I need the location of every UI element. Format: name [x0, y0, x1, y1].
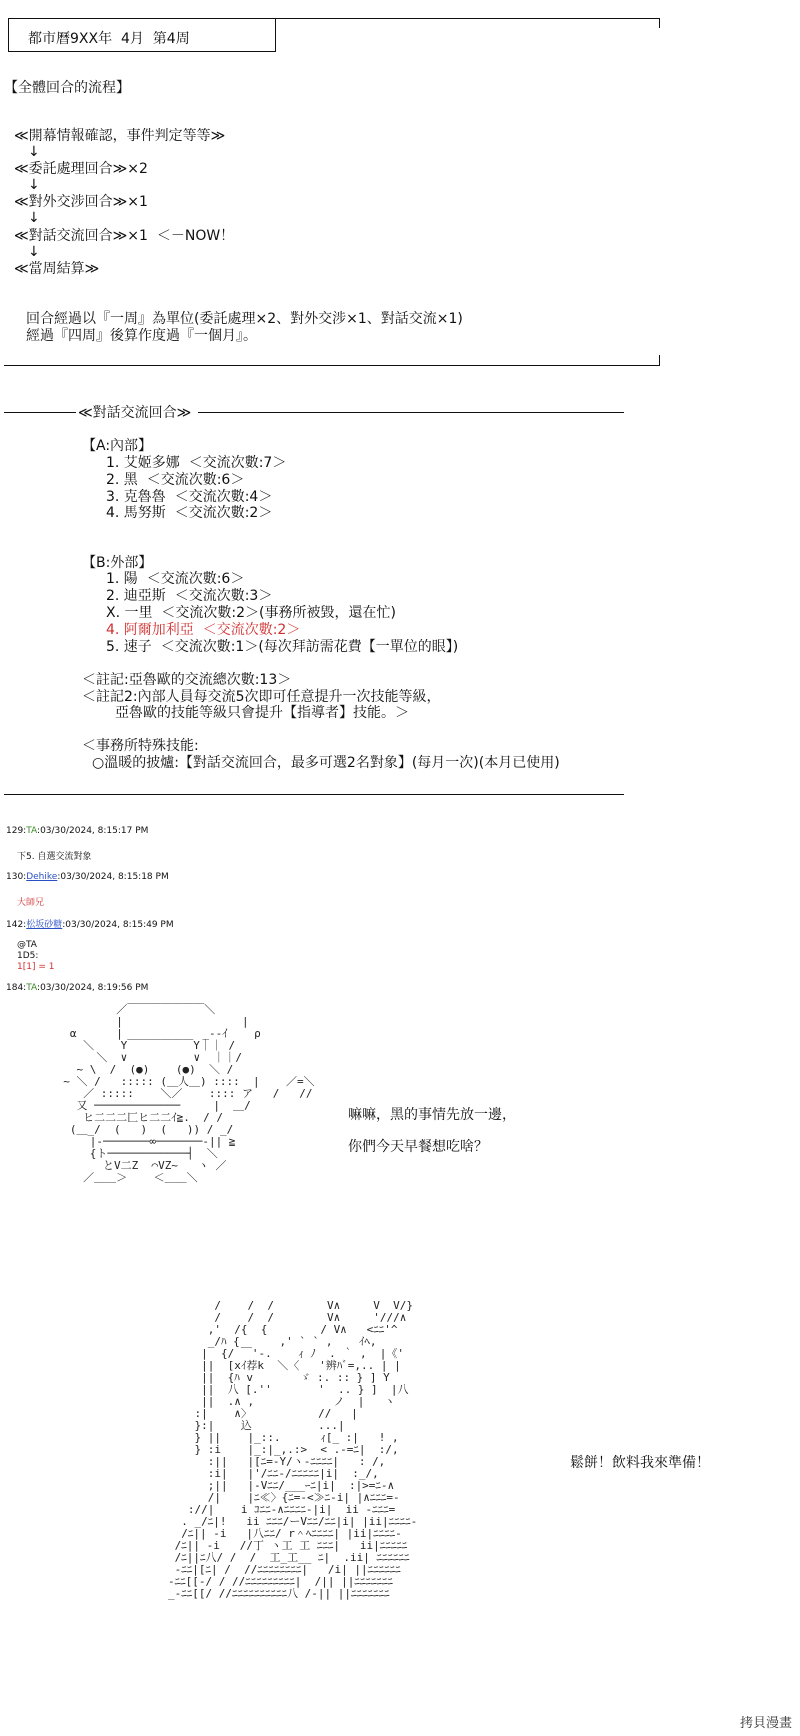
skill-line: ○溫暖的披爐:【對話交流回合，最多可選2名對象】(每月一次)(本月已使用) — [92, 755, 560, 771]
post-number: 129: — [6, 826, 27, 836]
group-b-item-highlight: 4. 阿爾加利亞 ＜交流次數:2＞ — [106, 622, 301, 638]
group-a-item: 2. 黑 ＜交流次數:6＞ — [106, 472, 245, 488]
post-body: 下5. 自選交流對象 — [17, 852, 92, 862]
post-time: :03/30/2024, 8:15:18 PM — [57, 872, 169, 882]
flow-arrow: ↓ — [28, 144, 40, 160]
flow-arrow: ↓ — [28, 244, 40, 260]
group-a-title: 【A:內部】 — [82, 438, 153, 454]
flow-title: 【全體回合的流程】 — [4, 80, 130, 96]
post-user-link[interactable]: Dehike — [26, 872, 58, 882]
post-time: :03/30/2024, 8:19:56 PM — [37, 983, 149, 993]
flow-arrow: ↓ — [28, 210, 40, 226]
group-a-item: 1. 艾姬多娜 ＜交流次數:7＞ — [106, 455, 287, 471]
post-user-link[interactable]: 松坂砂糖 — [26, 920, 63, 930]
group-b-item: 1. 陽 ＜交流次數:6＞ — [106, 571, 245, 587]
flow-step-current: ≪對話交流回合≫×1 ＜－NOW！ — [14, 228, 235, 244]
speech-line: 嘛嘛，黑的事情先放一邊， — [348, 1107, 516, 1123]
flow-step: ≪當周結算≫ — [14, 261, 100, 277]
flow-step: ≪對外交涉回合≫×1 — [14, 194, 148, 210]
flow-note: 經過『四周』後算作度過『一個月』。 — [26, 328, 257, 344]
post-user[interactable]: TA — [26, 983, 38, 993]
flow-step: ≪開幕情報確認，事件判定等等≫ — [14, 128, 226, 144]
post-header — [6, 826, 148, 836]
post-header — [6, 983, 148, 993]
group-b-item: X. 一里 ＜交流次數:2＞(事務所被毀，還在忙) — [106, 605, 396, 621]
note-total: ＜註記:亞魯歐的交流總次數:13＞ — [82, 672, 292, 688]
group-b-item: 2. 迪亞斯 ＜交流次數:3＞ — [106, 588, 273, 604]
post-header — [6, 917, 174, 930]
group-b-title: 【B:外部】 — [82, 555, 153, 571]
post-body: @TA — [17, 940, 37, 950]
dice-result: 1[1] = 1 — [17, 962, 55, 972]
group-b-item: 5. 速子 ＜交流次數:1＞(每次拜訪需花費【一單位的眼】) — [106, 639, 459, 655]
group-a-item: 4. 馬努斯 ＜交流次數:2＞ — [106, 505, 273, 521]
post-header — [6, 872, 169, 882]
post-user[interactable]: TA — [26, 826, 38, 836]
watermark: 拷貝漫畫 — [739, 1716, 792, 1731]
post-number: 142: — [6, 920, 27, 930]
group-a-item: 3. 克魯魯 ＜交流次數:4＞ — [106, 489, 273, 505]
note-skill: 亞魯歐的技能等級只會提升【指導者】技能。＞ — [115, 705, 409, 721]
post-time: :03/30/2024, 8:15:49 PM — [62, 920, 174, 930]
ascii-art-cat: ／￣￣￣￣￣￣￣＼ | | α | _-‐ｲ ρ ＼ Y￣￣￣￣￣￣Y｜｜ / ＼ ∨ ∨ ｜｜/ ~ \ / (●) (●) ＼ / ~ ＼ / ::::: (＿人＿) :::: | ／=＼ ／ ::::: ＼／ :::: ア / // 又 ───────────── | ＿/ ヒ二二二匚ヒ二二ｲ≧. / / (＿_/ ( ) ( )) / _/ |-───────∞───────-|| ≧ {ト────────────┤ ＼ とV二Z ⌒VZ~ ヽ ／ ／＿＿＞ ＜＿＿＼ — [63, 1003, 315, 1184]
post-body: 1D5: — [17, 951, 39, 961]
post-number: 184: — [6, 983, 27, 993]
speech-line: 鬆餅！飲料我來準備！ — [570, 1455, 710, 1471]
speech-line: 你們今天早餐想吃啥？ — [348, 1139, 488, 1155]
dialog-round-title: ≪對話交流回合≫ — [78, 405, 192, 421]
post-body: 大師兄 — [17, 898, 45, 908]
post-time: :03/30/2024, 8:15:17 PM — [37, 826, 149, 836]
note-skill: ＜註記2:內部人員每交流5次即可任意提升一次技能等級， — [82, 689, 441, 705]
post-number: 130: — [6, 872, 27, 882]
header-date: 都市曆9XX年 4月 第4周 — [28, 31, 190, 47]
ascii-art-tower: / / / V∧ V V/} / / / V∧ '///∧ ,' /{ { / V∧ <ﾆﾆ'^ _/ﾊ { ,' ` ` , ｲﾍ, | {/ ￣'-. ｨ ﾉ . ｀ , |《' || [xｲ荐k ＼〈 '辨ﾊﾞ=,.. | | || {ﾊ v ゞ :. :: } ] Y || 八 [.'' ' .. } ] |八 || .∧ , ノ | ヽ :| ∧〉 // | }:| 込 ...| } || |_::. ｨ[_ :| ! , } :i |_:|_,.:> < .-=ﾆ| :/, :|| |[ﾆ=-Y/ヽ-ﾆﾆﾆﾆ| : /, :i| |'/ﾆﾆ-/ﾆﾆﾆﾆﾆ|i| :_/, ;|| |-Vﾆﾆ/___ｰﾆ|i| :|>=ﾆ-∧ /| |ﾆ≪〉{ﾆ=-<≫ﾆ-i| |∧ﾆﾆﾆ=- ://| i ｺﾆﾆ-∧ﾆﾆﾆﾆ-|i| ii -ﾆﾆﾆ= . _/ﾆ|! ii ﾆﾆﾆ/ーVﾆﾆ/ﾆﾆ|i| |ii|ﾆﾆﾆﾆ- /ﾆ|| -i |八ﾆﾆ/ r＾ﾍﾆﾆﾆﾆ| |ii|ﾆﾆﾆﾆ- /ﾆ|| -i //丁 ヽ工 工 ﾆﾆﾆ| ii|ﾆﾆﾆﾆﾆ /ﾆ||ﾆ八/ / / 工_工__ ﾆ| .ii| ﾆﾆﾆﾆﾆﾆ -ﾆﾆ|[ﾆ| / //ﾆﾆﾆﾆﾆﾆﾆﾆ| /i| ||ﾆﾆﾆﾆﾆﾆ -ﾆﾆ[[-/ / //ﾆﾆﾆﾆﾆﾆﾆﾆﾆ| /|| ||ﾆﾆﾆﾆﾆﾆﾆ _-ﾆﾆ[[/ //ﾆﾆﾆﾆﾆﾆﾆﾆﾆﾆ八 /-|| ||ﾆﾆﾆﾆﾆﾆﾆ — [168, 1299, 418, 1600]
flow-note: 回合經過以『一周』為單位(委託處理×2、對外交涉×1、對話交流×1) — [26, 311, 463, 327]
flow-arrow: ↓ — [28, 177, 40, 193]
flow-step: ≪委託處理回合≫×2 — [14, 161, 148, 177]
skill-title: ＜事務所特殊技能: — [82, 738, 199, 754]
